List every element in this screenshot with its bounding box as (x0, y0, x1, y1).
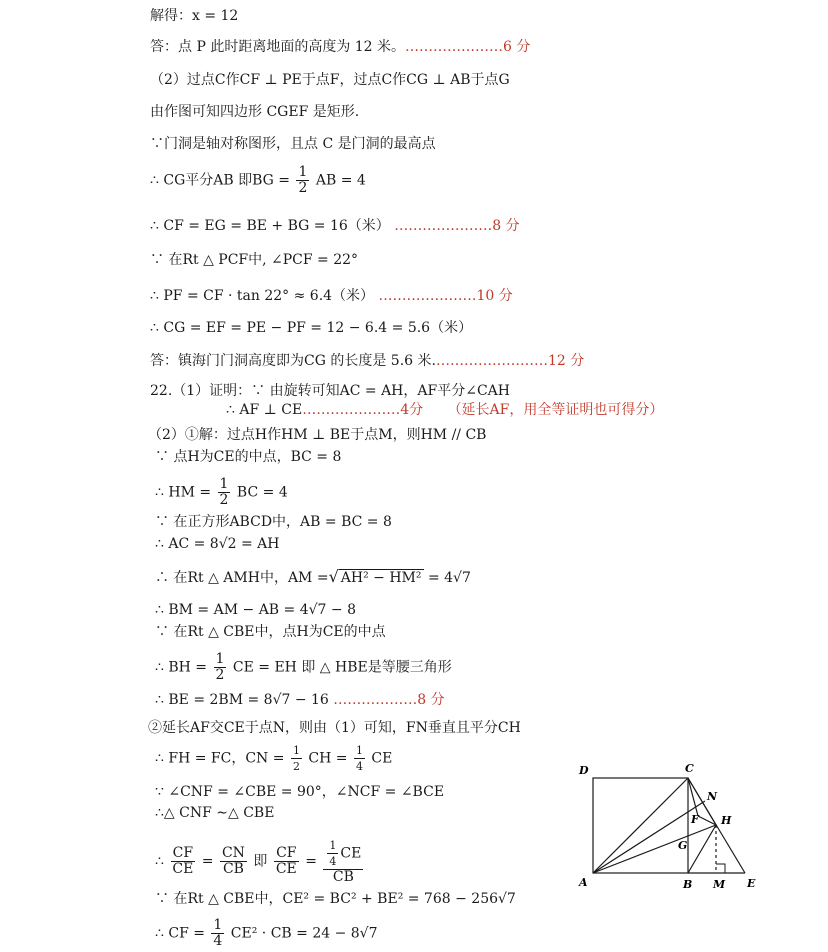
numerator: 1 (292, 744, 300, 757)
denominator: 2 (298, 180, 308, 196)
text: AB = 4 (315, 172, 366, 189)
denominator: 4 (213, 933, 223, 949)
line-h-midpoint: ∵ 点H为CE的中点，BC = 8 (155, 449, 342, 465)
text: = 4√7 (427, 570, 471, 586)
line-answer-cg (150, 352, 584, 370)
line-part2-2: ②延长AF交CE于点N，则由（1）可知，FN垂直且平分CH (148, 720, 521, 736)
text: = (305, 853, 317, 870)
score-mark: …………………4分 (302, 402, 424, 418)
line-similar: ∴△ CNF ∼△ CBE (155, 805, 275, 821)
text: ∴ BH = (155, 659, 208, 676)
numerator: 1 (213, 917, 223, 933)
numerator: CF (276, 845, 297, 861)
fraction-cn-cb (220, 846, 247, 877)
text: 答：镇海门门洞高度即为CG 的长度是 5.6 米. (150, 353, 436, 369)
denominator: 2 (292, 760, 300, 773)
text: CE (371, 750, 393, 767)
line-am: ∴ 在Rt △ AMH中，AM =√ AH² − HM² = 4√7 (155, 567, 471, 586)
numerator: 1 (355, 744, 363, 757)
text: ∴ HM = (155, 484, 212, 501)
fraction-quarter-ce-cb (323, 838, 363, 885)
denominator: CB (222, 861, 244, 877)
fraction-half (214, 652, 227, 683)
text: ∴ AF ⊥ CE (226, 402, 303, 418)
line-angles: ∵ ∠CNF = ∠CBE = 90°，∠NCF = ∠BCE (155, 784, 445, 800)
text: BC = 4 (236, 484, 288, 501)
line-cf-result (155, 918, 378, 949)
fraction-half (218, 477, 231, 508)
text: = (201, 853, 214, 870)
line-cf (150, 217, 520, 235)
score-mark: …………………10 分 (378, 288, 513, 304)
line-part2-1: （2）①解：过点H作HM ⊥ BE于点M，则HM // CB (148, 427, 487, 443)
denominator: CE (172, 861, 194, 877)
text: CH = (308, 750, 348, 767)
right-angle-mark (716, 864, 725, 873)
numerator: CF (172, 845, 194, 861)
line-ratio (155, 838, 365, 885)
numerator (323, 838, 363, 870)
score-mark: ……………………12 分 (435, 353, 585, 369)
text: ∴ 在Rt △ AMH中，AM = (155, 570, 329, 586)
score-mark: …………………6 分 (405, 39, 531, 55)
denominator: 2 (219, 492, 229, 508)
line-be (155, 691, 445, 709)
numerator: 1 (219, 476, 229, 492)
line-symmetry: ∵门洞是轴对称图形，且点 C 是门洞的最高点 (150, 136, 436, 152)
text: ∴ FH = FC，CN = (155, 750, 285, 767)
denominator: 2 (215, 667, 225, 683)
score-mark: ………………8 分 (333, 692, 445, 708)
line-answer-height (150, 38, 530, 56)
line-rt-pcf: ∵ 在Rt △ PCF中, ∠PCF = 22° (150, 252, 359, 268)
text: ∴ CF = EG = BE + BG = 16（米） (150, 218, 390, 234)
label-g: G (678, 839, 688, 852)
line-bm: ∴ BM = AM − AB = 4√7 − 8 (155, 602, 356, 618)
fraction-half (296, 165, 309, 196)
fraction-quarter (354, 743, 365, 774)
line-af-perp (226, 401, 663, 419)
label-c: C (685, 762, 694, 775)
label-f: F (691, 813, 699, 826)
line-fh-cn (155, 743, 392, 774)
text: ∴ CG平分AB 即BG = (150, 172, 291, 189)
line-ce-squared: ∵ 在Rt △ CBE中，CE² = BC² + BE² = 768 − 256√7 (155, 891, 516, 907)
fraction-cf-ce (170, 846, 195, 877)
numerator: 1 (215, 651, 225, 667)
text: ∴ PF = CF · tan 22° ≈ 6.4（米） (150, 288, 375, 304)
line-q22: 22.（1）证明：∵ 由旋转可知AC = AH，AF平分∠CAH (150, 383, 510, 399)
line-hm (155, 477, 288, 508)
line-bh (155, 652, 452, 683)
fraction-quarter (211, 918, 224, 949)
line-cg: ∴ CG = EF = PE − PF = 12 − 6.4 = 5.6（米） (150, 320, 473, 336)
denominator: 4 (355, 760, 363, 773)
denominator: 4 (329, 855, 337, 868)
answer-text: 答：点 P 此时距离地面的高度为 12 米。 (150, 39, 406, 55)
text: 即 (253, 853, 268, 870)
text: ∴ (155, 853, 164, 870)
text: ∴ CF = (155, 925, 205, 942)
line-part2-construction: （2）过点C作CF ⊥ PE于点F，过点C作CG ⊥ AB于点G (150, 72, 510, 88)
fraction-half (291, 743, 302, 774)
label-b: B (683, 878, 693, 891)
label-d: D (579, 764, 589, 777)
fraction-quarter (327, 838, 338, 869)
numerator: 1 (329, 839, 337, 852)
text: ∴ BE = 2BM = 8√7 − 16 (155, 692, 329, 708)
label-e: E (747, 877, 756, 890)
label-n: N (707, 790, 718, 803)
numerator: 1 (298, 164, 308, 180)
numerator-text: CE (340, 845, 362, 862)
fraction-cf-ce (274, 846, 299, 877)
score-mark: …………………8 分 (394, 218, 520, 234)
line-rt-cbe: ∵ 在Rt △ CBE中，点H为CE的中点 (155, 624, 386, 640)
line-bg (150, 165, 366, 196)
segment-ac (593, 778, 688, 873)
radicand: AH² − HM² (340, 570, 422, 586)
label-h: H (721, 814, 732, 827)
line-solution-x: 解得：x = 12 (150, 8, 239, 24)
text: CE = EH 即 △ HBE是等腰三角形 (232, 659, 452, 676)
line-rectangle: 由作图可知四边形 CGEF 是矩形. (150, 104, 360, 120)
segment-bh (688, 825, 716, 873)
label-a: A (579, 876, 588, 889)
line-square: ∵ 在正方形ABCD中，AB = BC = 8 (155, 514, 392, 530)
segment-ah (593, 825, 716, 873)
label-m: M (713, 878, 726, 891)
numerator: CN (221, 845, 245, 861)
note: （延长AF，用全等证明也可得分） (447, 402, 664, 418)
geometry-figure (575, 760, 765, 895)
denominator: CB (332, 869, 354, 885)
line-pf (150, 287, 513, 305)
text: CE² · CB = 24 − 8√7 (230, 925, 378, 942)
denominator: CE (275, 861, 297, 877)
line-ac: ∴ AC = 8√2 = AH (155, 536, 280, 552)
